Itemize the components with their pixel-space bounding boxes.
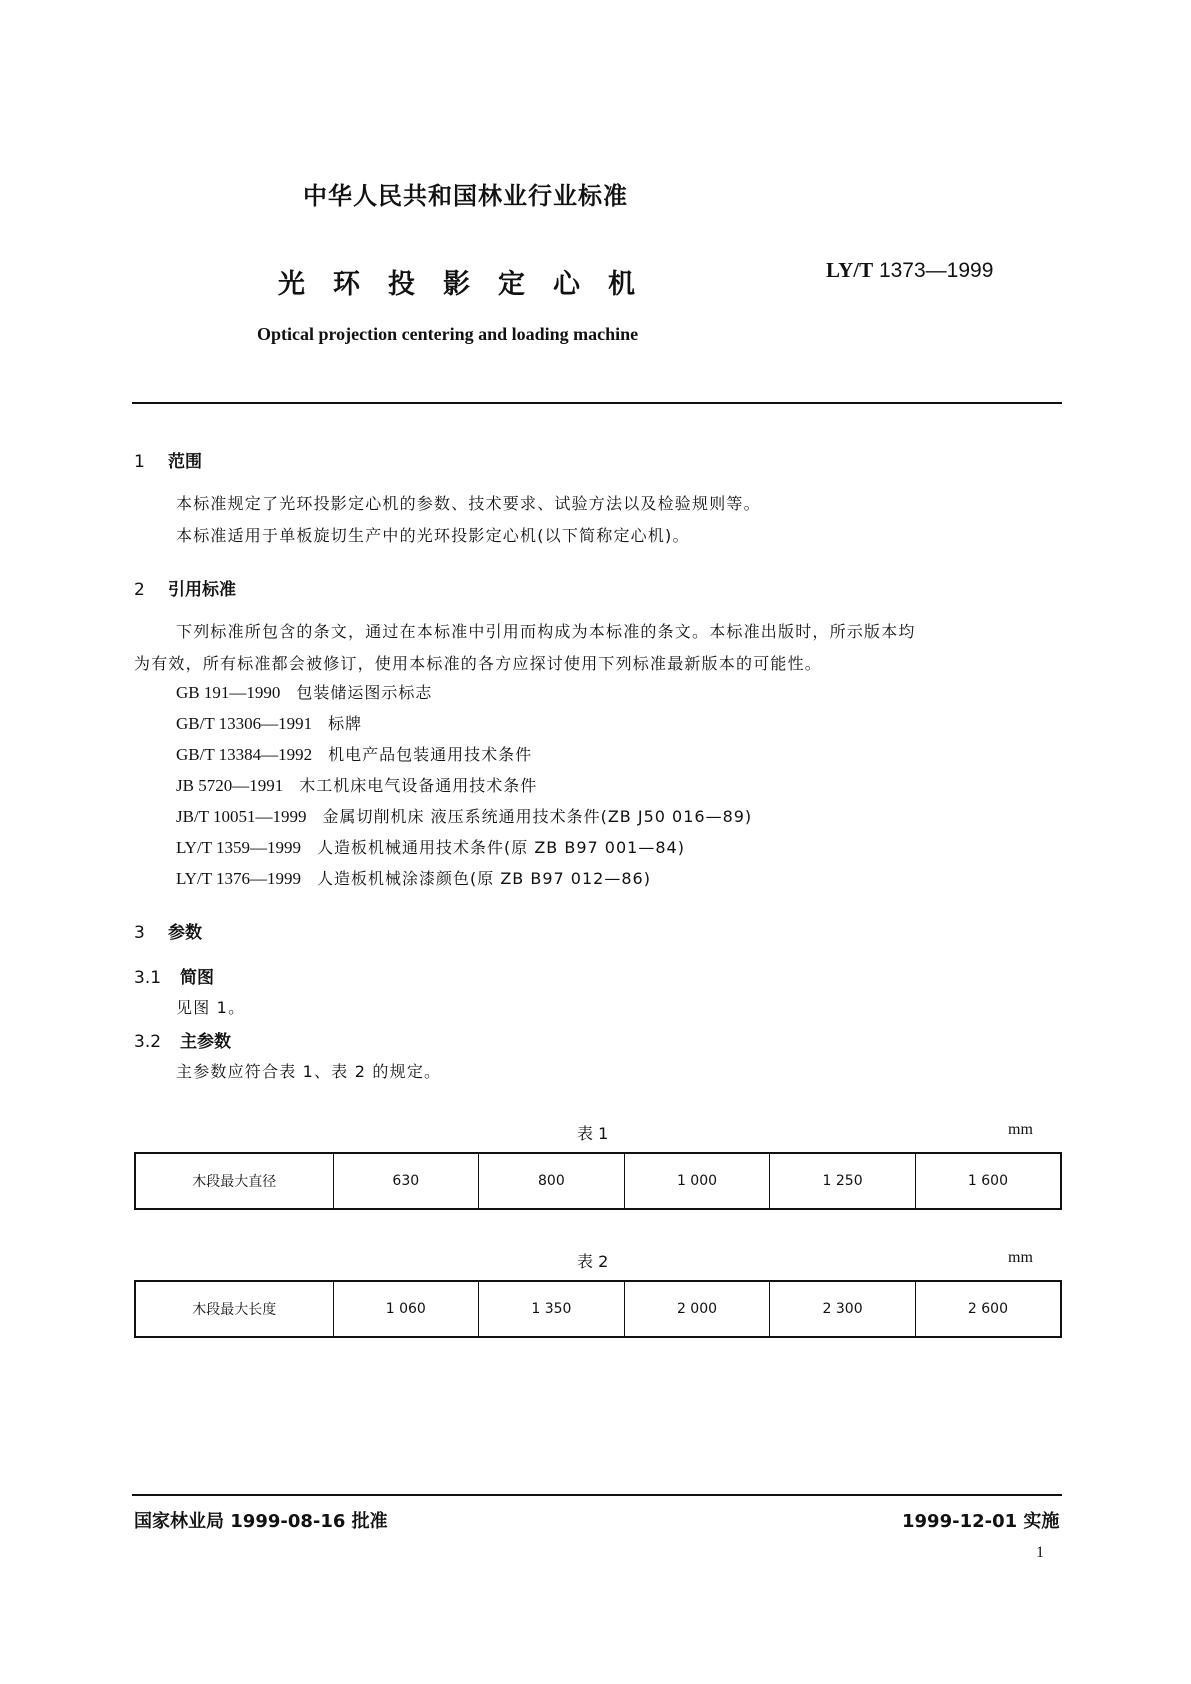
table-1 — [134, 1152, 1062, 1210]
section-1-para-2: 本标准适用于单板旋切生产中的光环投影定心机(以下简称定心机)。 — [176, 526, 690, 545]
reference-item: LY/T 1376—1999 人造板机械涂漆颜色(原 ZB B97 012—86) — [176, 869, 651, 888]
section-3-2-text: 主参数应符合表 1、表 2 的规定。 — [176, 1062, 442, 1081]
document-title-en: Optical projection centering and loading machine — [257, 324, 639, 344]
reference-item: LY/T 1359—1999 人造板机械通用技术条件(原 ZB B97 001—84) — [176, 838, 685, 857]
table-1-caption: 表 1 — [577, 1124, 609, 1143]
table-row — [135, 1281, 1061, 1337]
section-2-para-1: 下列标准所包含的条文，通过在本标准中引用而构成为本标准的条文。本标准出版时，所示版本均 — [176, 622, 916, 641]
table-cell: 1 350 — [479, 1281, 625, 1337]
document-title-cn: 光环投影定心机 — [278, 269, 663, 300]
header-divider — [132, 402, 1062, 404]
section-1-para-1: 本标准规定了光环投影定心机的参数、技术要求、试验方法以及检验规则等。 — [176, 494, 761, 513]
table-2-label: 木段最大长度 — [135, 1281, 333, 1337]
reference-item: JB/T 10051—1999 金属切削机床 液压系统通用技术条件(ZB J50 016—89) — [176, 807, 753, 826]
reference-item: GB/T 13384—1992 机电产品包装通用技术条件 — [176, 745, 533, 764]
table-2 — [134, 1280, 1062, 1338]
table-cell: 2 000 — [624, 1281, 770, 1337]
section-3-2-heading: 3.2 主参数 — [134, 1032, 231, 1052]
table-cell: 630 — [333, 1153, 479, 1209]
effective-date: 1999-12-01 实施 — [902, 1511, 1060, 1532]
table-cell: 1 000 — [624, 1153, 770, 1209]
standard-code — [826, 258, 993, 283]
table-cell: 1 060 — [333, 1281, 479, 1337]
page-number: 1 — [1036, 1544, 1044, 1561]
table-2-unit: mm — [1008, 1249, 1033, 1266]
reference-item: GB 191—1990 包装储运图示标志 — [176, 683, 433, 702]
section-3-1-heading: 3.1 简图 — [134, 968, 214, 988]
issuing-org-header: 中华人民共和国林业行业标准 — [303, 182, 628, 210]
table-row — [135, 1153, 1061, 1209]
standard-prefix: LY/T — [826, 258, 874, 282]
section-2-para-2: 为有效，所有标准都会被修订，使用本标准的各方应探讨使用下列标准最新版本的可能性。 — [134, 654, 823, 673]
table-cell: 2 600 — [915, 1281, 1061, 1337]
approval-date: 国家林业局 1999-08-16 批准 — [134, 1511, 388, 1532]
reference-item: JB 5720—1991 木工机床电气设备通用技术条件 — [176, 776, 538, 795]
section-3-heading: 3 参数 — [134, 923, 202, 943]
table-2-caption: 表 2 — [577, 1252, 609, 1271]
table-cell: 800 — [479, 1153, 625, 1209]
footer-divider — [132, 1494, 1062, 1496]
standard-number: 1373—1999 — [878, 259, 994, 282]
section-2-heading: 2 引用标准 — [134, 580, 236, 600]
table-cell: 1 250 — [770, 1153, 916, 1209]
table-1-label: 木段最大直径 — [135, 1153, 333, 1209]
section-3-1-text: 见图 1。 — [176, 998, 246, 1017]
table-cell: 1 600 — [915, 1153, 1061, 1209]
section-1-heading: 1 范围 — [134, 452, 202, 472]
table-cell: 2 300 — [770, 1281, 916, 1337]
table-1-unit: mm — [1008, 1121, 1033, 1138]
reference-item: GB/T 13306—1991 标牌 — [176, 714, 363, 733]
